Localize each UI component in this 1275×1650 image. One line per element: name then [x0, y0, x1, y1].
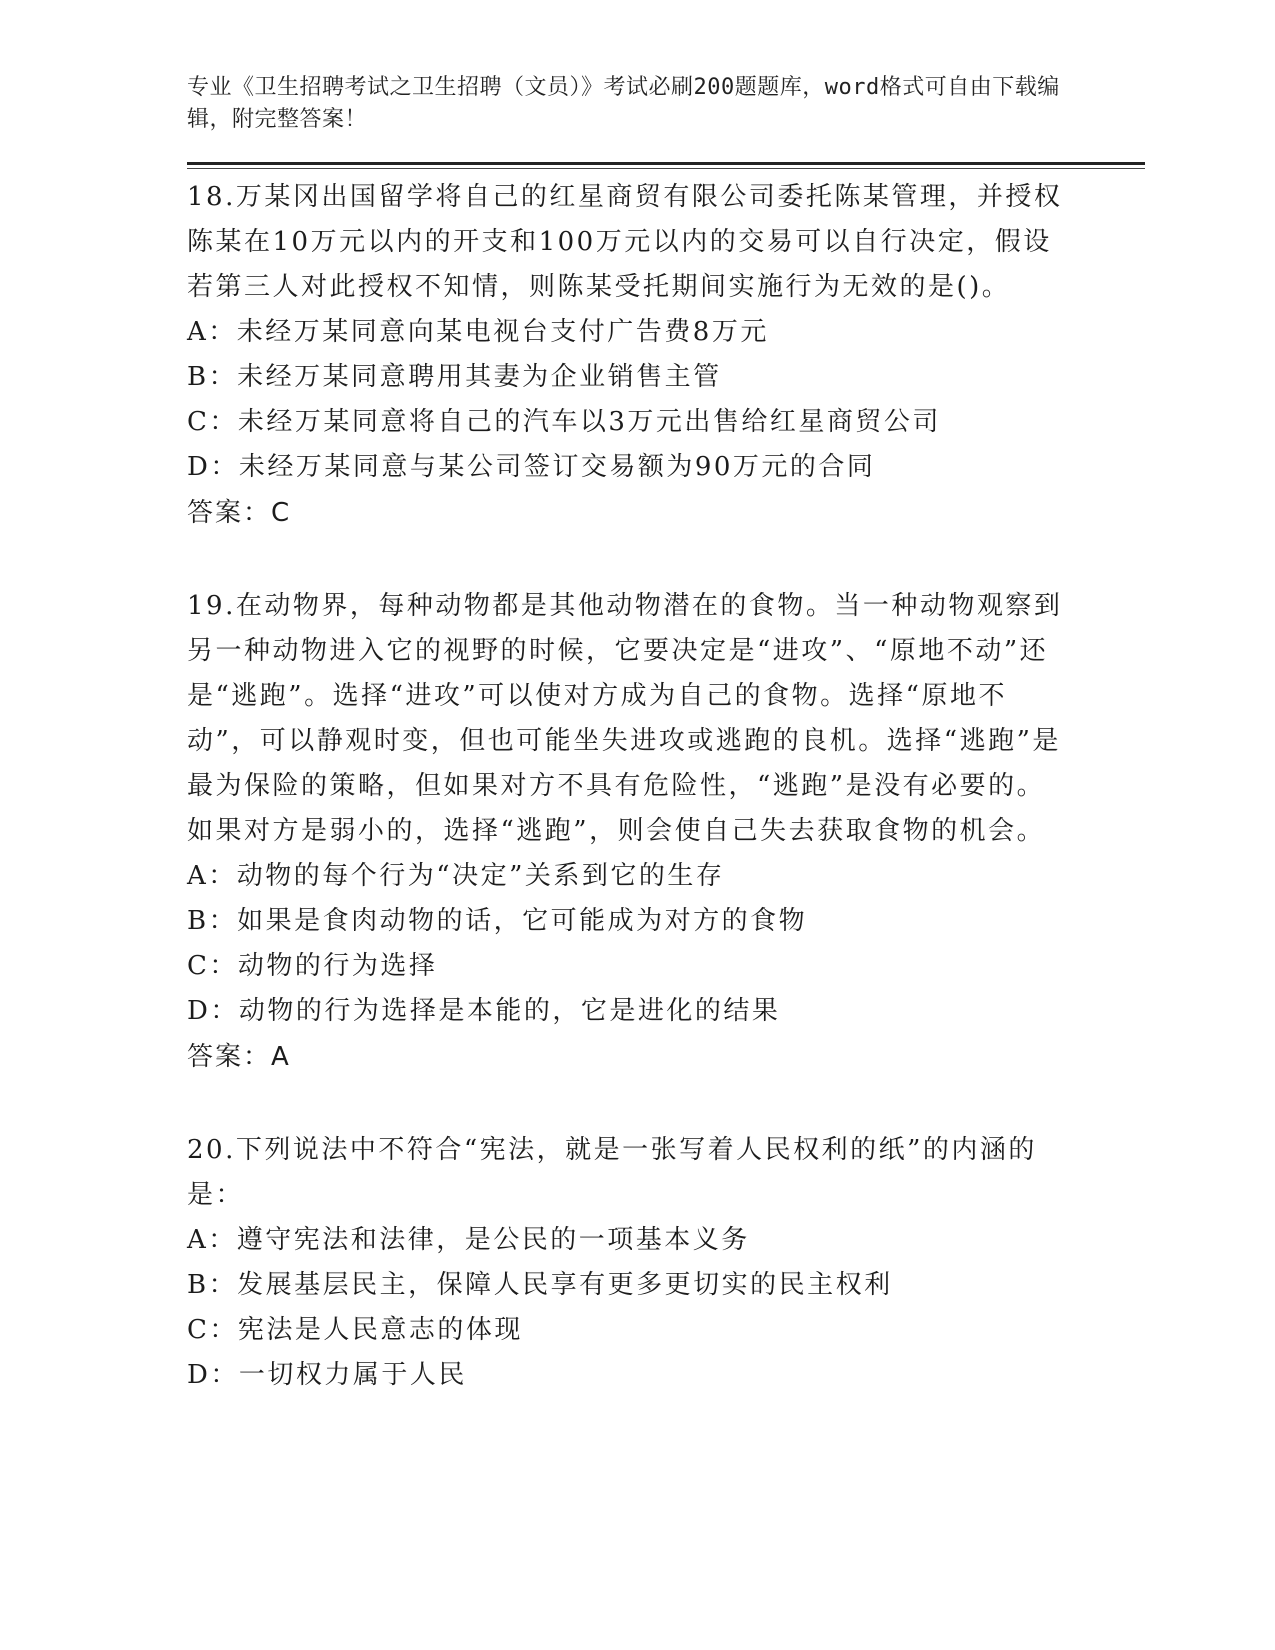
option-b: B：如果是食肉动物的话，它可能成为对方的食物 — [187, 906, 808, 936]
header-divider-thick — [187, 162, 1145, 165]
document-page — [187, 72, 1147, 1398]
option-c: C：动物的行为选择 — [187, 951, 438, 981]
question-stem: 18.万某冈出国留学将自己的红星商贸有限公司委托陈某管理，并授权陈某在10万元以内的开支和100万元以内的交易可以自行决定，假设若第三人对此授权不知情，则陈某受托期间实施行为无效的是()。 — [187, 182, 1063, 302]
option-a: A：动物的每个行为“决定”关系到它的生存 — [187, 861, 725, 891]
option-c: C：未经万某同意将自己的汽车以3万元出售给红星商贸公司 — [187, 407, 941, 437]
document-header: 专业《卫生招聘考试之卫生招聘（文员）》考试必刷200题题库，word格式可自由下载编辑，附完整答案！ — [187, 75, 1060, 132]
question-stem: 20.下列说法中不符合“宪法，就是一张写着人民权利的纸”的内涵的是： — [187, 1135, 1037, 1210]
question-19 — [187, 584, 1067, 1080]
question-spacer — [187, 1080, 1147, 1128]
option-d: D：动物的行为选择是本能的，它是进化的结果 — [187, 996, 781, 1026]
question-18 — [187, 175, 1067, 536]
option-a: A：遵守宪法和法律，是公民的一项基本义务 — [187, 1225, 750, 1255]
question-20 — [187, 1128, 1067, 1398]
answer-line: 答案：C — [187, 498, 292, 528]
question-stem: 19.在动物界，每种动物都是其他动物潜在的食物。当一种动物观察到另一种动物进入它的视野的时候，它要决定是“进攻”、“原地不动”还是“逃跑”。选择“进攻”可以使对方成为自己的食物。选择“原地不动”，可以静观时变，但也可能坐失进攻或逃跑的良机。选择“逃跑”是最为保险的策略，但如果对方不具有危险性，“逃跑”是没有必要的。如果对方是弱小的，选择“逃跑”，则会使自己失去获取食物的机会。 — [187, 591, 1063, 846]
option-c: C：宪法是人民意志的体现 — [187, 1315, 523, 1345]
answer-line: 答案：A — [187, 1042, 291, 1072]
option-b: B：发展基层民主，保障人民享有更多更切实的民主权利 — [187, 1270, 893, 1300]
option-d: D：未经万某同意与某公司签订交易额为90万元的合同 — [187, 452, 876, 482]
option-a: A：未经万某同意向某电视台支付广告费8万元 — [187, 317, 769, 347]
header-divider-thin — [187, 168, 1145, 169]
option-b: B：未经万某同意聘用其妻为企业销售主管 — [187, 362, 722, 392]
question-spacer — [187, 536, 1147, 584]
option-d: D：一切权力属于人民 — [187, 1360, 467, 1390]
